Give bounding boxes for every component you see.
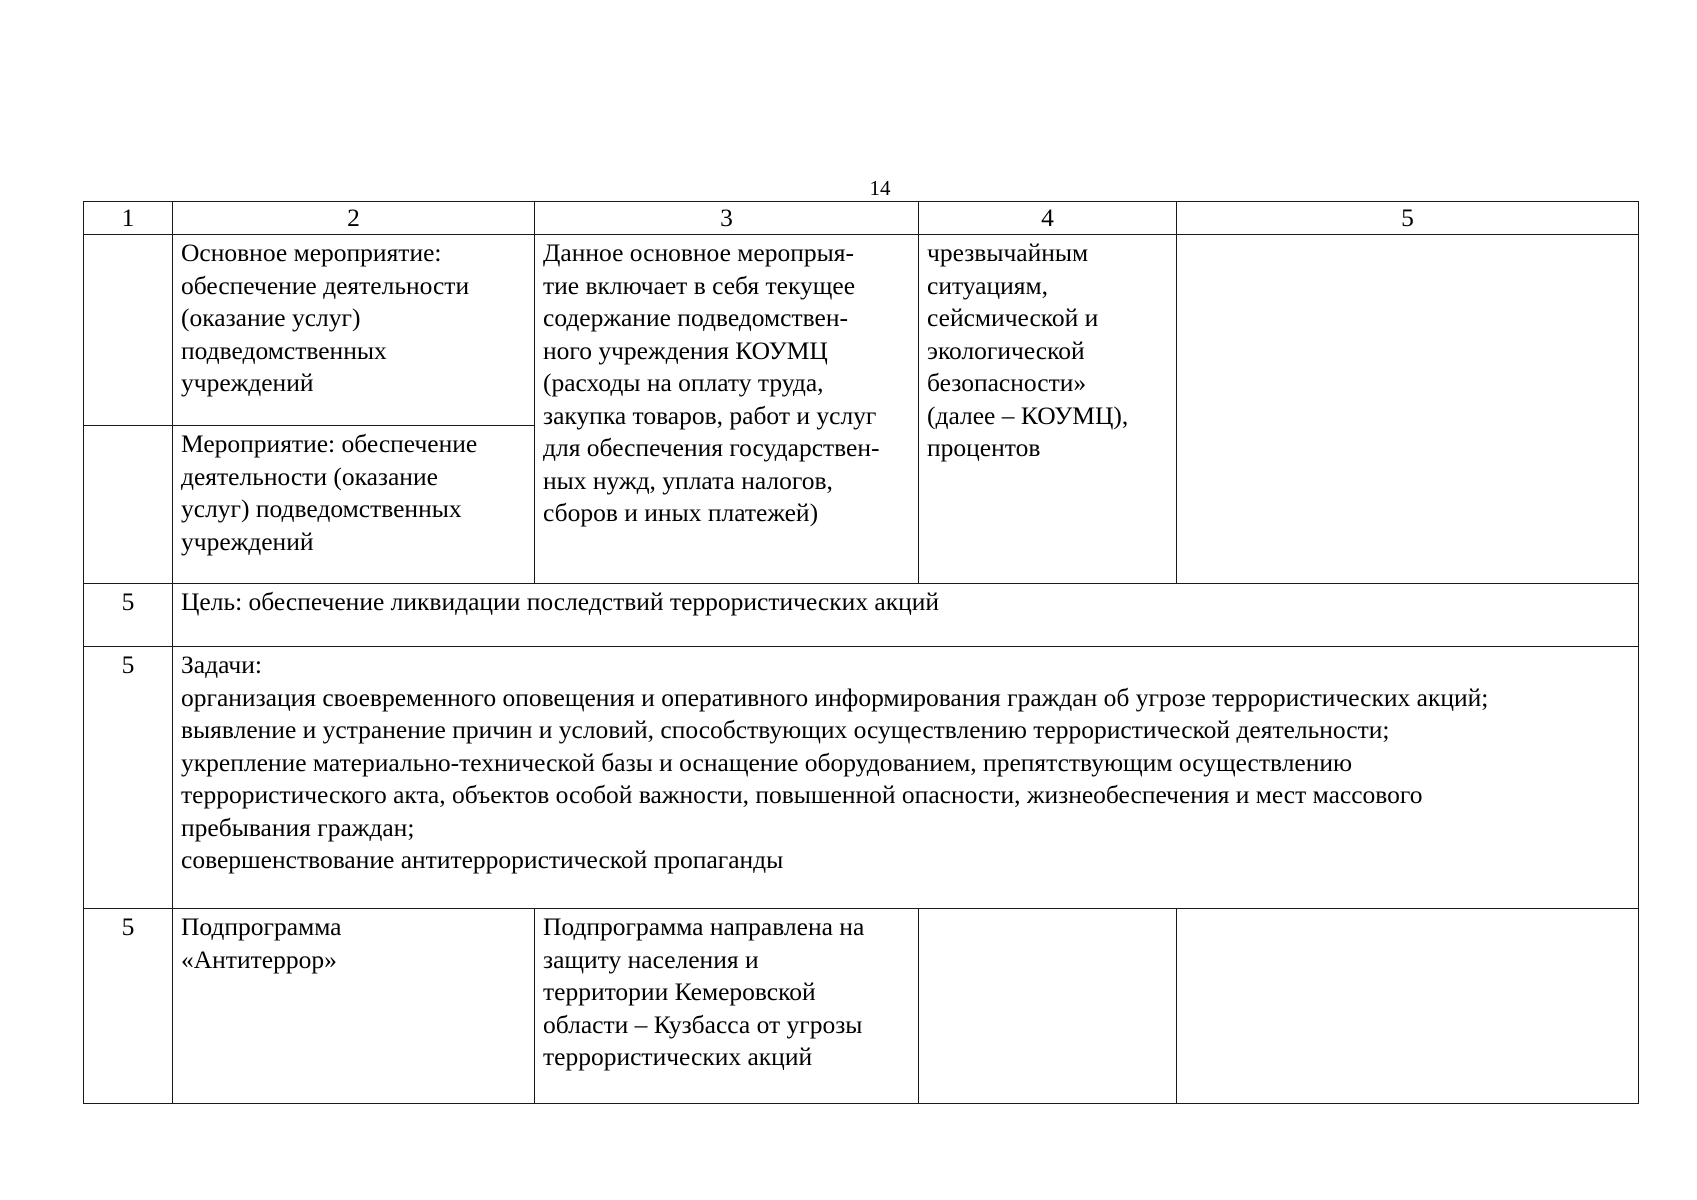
tasks-cell [173,647,1639,909]
table-row [84,235,1639,426]
header-row [84,202,1639,235]
header-col-1: 1 [84,202,173,235]
empty-cell [919,909,1177,1104]
goal-cell [173,584,1639,647]
tasks-number: 5 [84,647,173,909]
subprogram-name: Подпрограмма «Антитеррор» [181,912,342,974]
description-text: Данное основное меропрыя- тие включает в себя текущее содержание подведомствен- ного учреждения КОУМЦ (расходы на оплату труда, закупка товаров, работ и услуг для обеспечения государствен- ных нужд, уплата налогов, сборов и иных платежей) [543,238,880,527]
event-cell [173,426,535,584]
subprogram-name-cell [173,909,535,1104]
empty-cell [1177,909,1639,1104]
subprogram-description-cell [535,909,919,1104]
task-line: пребывания граждан; [181,812,415,842]
subprogram-row [84,909,1639,1104]
description-cell [535,235,919,584]
task-line: выявление и устранение причин и условий, способствующих осуществлению террористической деятельности; [181,715,1390,744]
header-col-2: 2 [173,202,535,235]
task-line: организация своевременного оповещения и оперативного информирования граждан об угрозе террористических акций; [181,682,1489,712]
header-col-4: 4 [919,202,1177,235]
goal-text: Цель: обеспечение ликвидации последствий террористических акций [181,587,940,616]
subprogram-description: Подпрограмма направлена на защиту населения и территории Кемеровской области – Кузбасса от угрозы террористических акций [543,912,865,1071]
main-event-text: Основное мероприятие: обеспечение деятельности (оказание услуг) подведомственных учреждений [181,238,470,397]
tasks-row [84,647,1639,909]
tasks-title: Задачи: [181,650,262,679]
indicator-text: чрезвычайным ситуациям, сейсмической и экологической безопасности» (далее – КОУМЦ), процентов [927,238,1129,462]
header-col-3: 3 [535,202,919,235]
header-col-5: 5 [1177,202,1639,235]
goal-row [84,584,1639,647]
task-line: укрепление материально-технической базы и оснащение оборудованием, препятствующим осуществлению [181,747,1353,777]
task-line: совершенствование антитеррористической пропаганды [181,845,784,874]
task-line: террористического акта, объектов особой важности, повышенной опасности, жизнеобеспечения и мест массового [181,780,1423,809]
main-event-cell [173,235,535,426]
subprogram-number: 5 [84,909,173,1104]
row-number-cell [84,426,173,584]
page-number: 14 [869,176,891,200]
event-text: Мероприятие: обеспечение деятельности (оказание услуг) подведомственных учреждений [181,429,478,556]
goal-number: 5 [84,584,173,647]
empty-cell [1177,235,1639,584]
program-table [83,201,1639,1104]
row-number-cell [84,235,173,426]
indicator-cell [919,235,1177,584]
